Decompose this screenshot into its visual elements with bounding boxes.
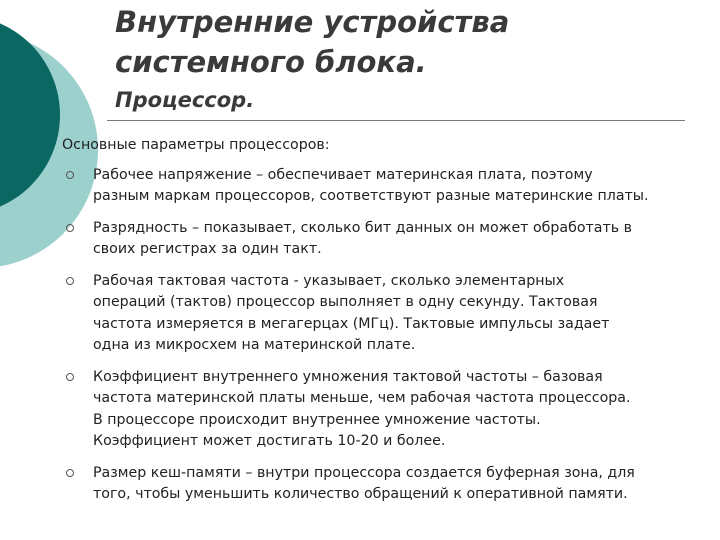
slide-title bbox=[115, 2, 705, 114]
bullet-text: Размер кеш-памяти – внутри процессора создается буферная зона, для того, чтобы уменьшить количество обращений к оперативной памяти. bbox=[93, 464, 635, 502]
list-item bbox=[62, 165, 712, 208]
intro-text: Основные параметры процессоров: bbox=[62, 137, 330, 153]
subtitle: Процессор. bbox=[115, 88, 255, 112]
bullet-text: Коэффициент внутреннего умножения тактовой частоты – базовая частота материнской платы меньше, чем рабочая частота процессора. В процессоре происходит внутреннее умножение частоты. Коэффициент может достигать 10-20 и более. bbox=[93, 368, 631, 449]
list-item bbox=[62, 367, 712, 453]
slide-body bbox=[62, 135, 712, 516]
list-item bbox=[62, 271, 712, 357]
bullet-circle-icon bbox=[66, 373, 74, 381]
bullet-circle-icon bbox=[66, 171, 74, 179]
title-line-2: системного блока. bbox=[115, 45, 427, 79]
list-item bbox=[62, 463, 712, 506]
list-item bbox=[62, 218, 712, 261]
bullet-text: Рабочее напряжение – обеспечивает материнская плата, поэтому разным маркам процессоров, соответствуют разные материнские платы. bbox=[93, 166, 649, 204]
title-divider bbox=[107, 120, 685, 121]
bullet-text: Разрядность – показывает, сколько бит данных он может обработать в своих регистрах за один такт. bbox=[93, 219, 632, 257]
bullet-circle-icon bbox=[66, 224, 74, 232]
bullet-text: Рабочая тактовая частота - указывает, сколько элементарных операций (тактов) процессор выполняет в одну секунду. Тактовая частота измеряется в мегагерцах (МГц). Тактовые импульсы задает одна из микросхем на материнской плате. bbox=[93, 272, 610, 353]
bullet-circle-icon bbox=[66, 469, 74, 477]
title-line-1: Внутренние устройства bbox=[115, 5, 510, 39]
bullet-circle-icon bbox=[66, 277, 74, 285]
bullet-list bbox=[62, 165, 712, 506]
